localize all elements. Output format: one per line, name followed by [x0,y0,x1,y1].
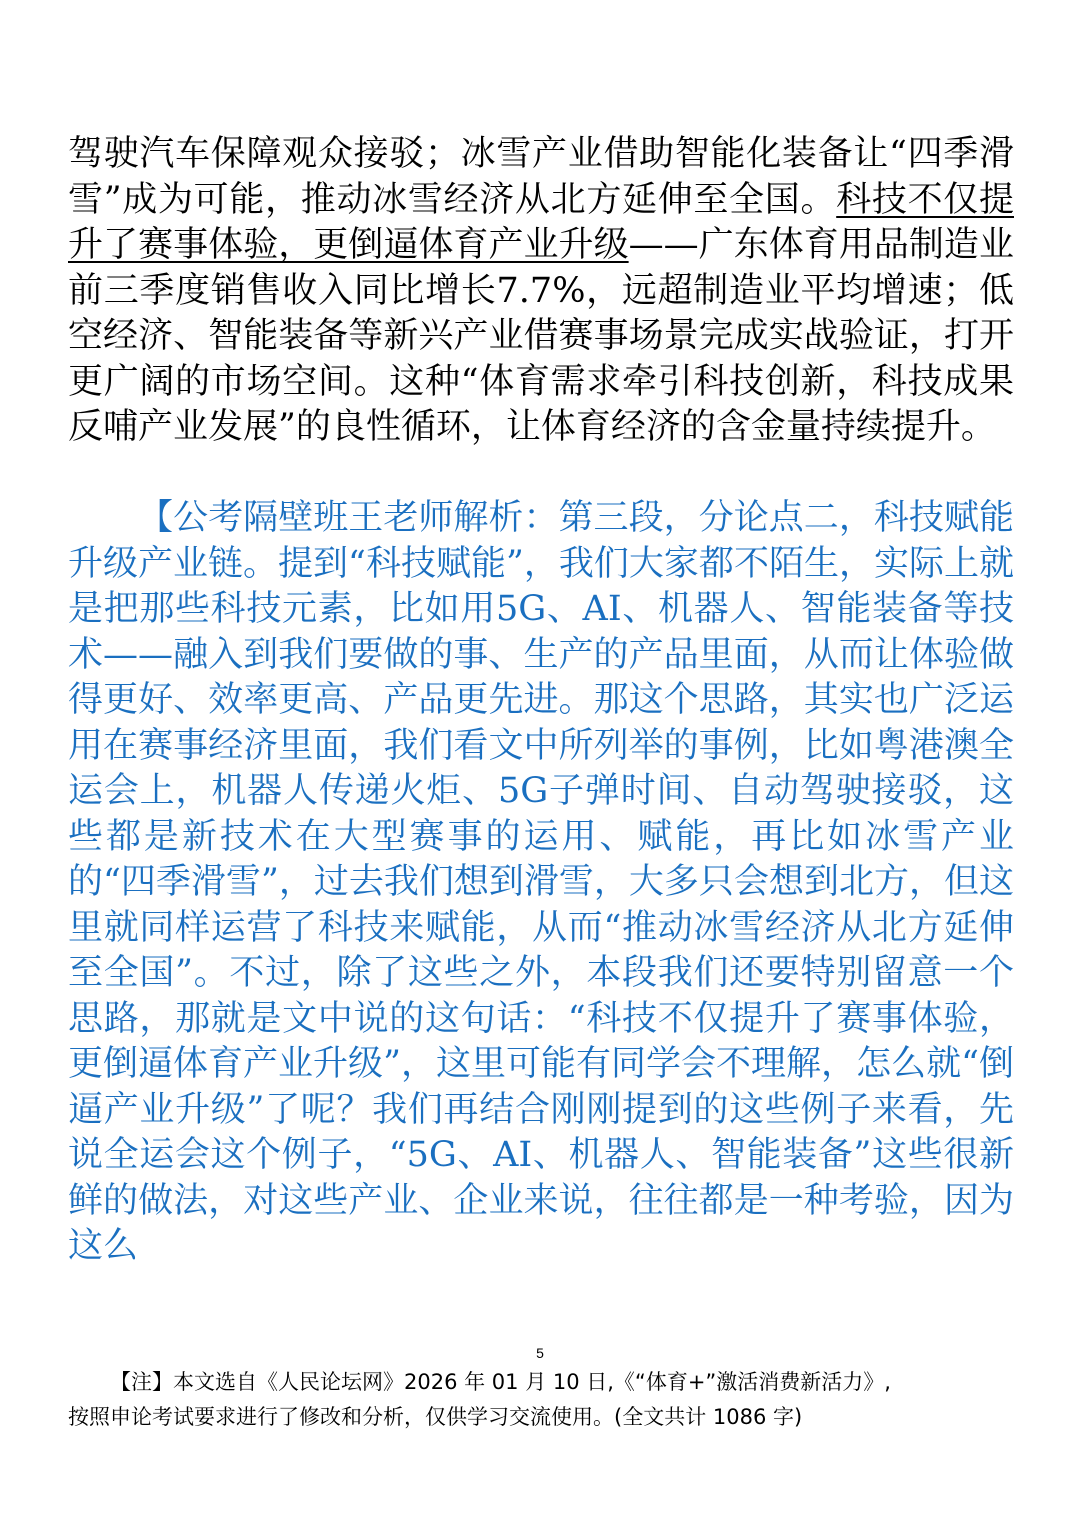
article-paragraph [68,132,1014,451]
underlined-key-sentence: 科技不仅提升了赛事体验，更倒逼体育产业升级 [68,179,1014,265]
teacher-analysis-paragraph [68,496,1014,1270]
article-text-before-underline: 驾驶汽车保障观众接驳；冰雪产业借助智能化装备让“四季滑雪”成为可能，推动冰雪经济从北方延伸至全国。 [68,134,1014,220]
footnote-line-disclaimer: 按照申论考试要求进行了修改和分析，仅供学习交流使用。(全文共计 1086 字) [68,1405,803,1429]
page-number: 5 [536,1345,544,1361]
source-footnote [68,1365,1018,1435]
footnote-line-source: 【注】本文选自《人民论坛网》2026 年 01 月 10 日,《“体育+”激活消费新活力》, [110,1370,891,1394]
article-text-after-underline: ——广东体育用品制造业前三季度销售收入同比增长7.7%，远超制造业平均增速；低空经济、智能装备等新兴产业借赛事场景完成实战验证，打开更广阔的市场空间。这种“体育需求牵引科技创新，科技成果反哺产业发展”的良性循环，让体育经济的含金量持续提升。 [68,225,1014,447]
analysis-text: 【公考隔壁班王老师解析：第三段，分论点二，科技赋能升级产业链。提到“科技赋能”，我们大家都不陌生，实际上就是把那些科技元素，比如用5G、AI、机器人、智能装备等技术——融入到我们要做的事、生产的产品里面，从而让体验做得更好、效率更高、产品更先进。那这个思路，其实也广泛运用在赛事经济里面，我们看文中所列举的事例，比如粤港澳全运会上，机器人传递火炬、5G子弹时间、自动驾驶接驳，这些都是新技术在大型赛事的运用、赋能，再比如冰雪产业的“四季滑雪”，过去我们想到滑雪，大多只会想到北方，但这里就同样运营了科技来赋能，从而“推动冰雪经济从北方延伸至全国”。不过，除了这些之外，本段我们还要特别留意一个思路，那就是文中说的这句话：“科技不仅提升了赛事体验，更倒逼体育产业升级”，这里可能有同学会不理解，怎么就“倒逼产业升级”了呢？我们再结合刚刚提到的这些例子来看，先说全运会这个例子，“5G、AI、机器人、智能装备”这些很新鲜的做法，对这些产业、企业来说，往往都是一种考验，因为这么 [68,498,1014,1266]
